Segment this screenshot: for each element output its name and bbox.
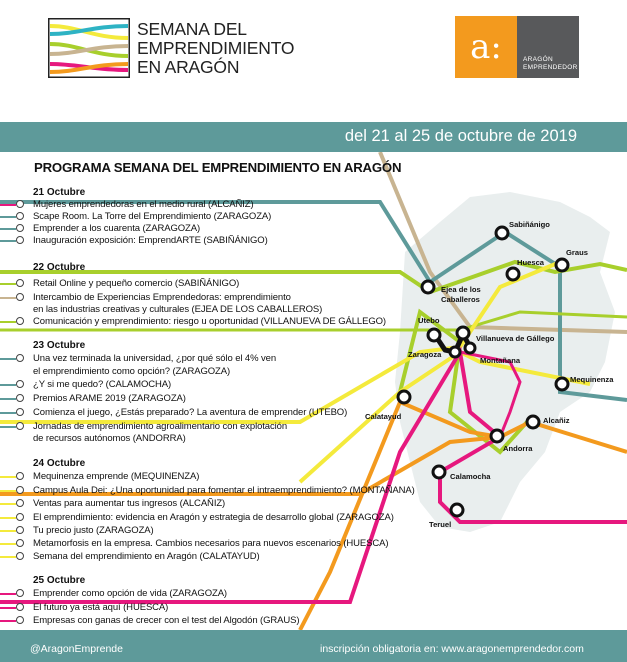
route-dash <box>0 503 16 505</box>
route-dash <box>0 384 16 386</box>
bullet-icon <box>16 317 24 325</box>
event-item[interactable]: Mequinenza emprende (MEQUINENZA) <box>33 471 200 482</box>
city-graus: Graus <box>566 248 588 257</box>
city-calamocha: Calamocha <box>450 472 491 481</box>
route-dash <box>0 297 16 299</box>
station-mequinenza[interactable] <box>556 378 568 390</box>
bullet-icon <box>16 552 24 560</box>
station-ejea[interactable] <box>422 281 434 293</box>
bullet-icon <box>16 212 24 220</box>
event-item[interactable]: Inauguración exposición: EmprendARTE (SABIÑÁNIGO) <box>33 235 268 246</box>
bullet-icon <box>16 394 24 402</box>
station-sabinanigo[interactable] <box>496 227 508 239</box>
city-teruel: Teruel <box>429 520 452 529</box>
bullet-icon <box>16 603 24 611</box>
station-zaragoza[interactable] <box>450 347 460 357</box>
event-item[interactable]: El futuro ya está aquí (HUESCA) <box>33 602 169 613</box>
city-calatayud: Calatayud <box>365 412 402 421</box>
bullet-icon <box>16 486 24 494</box>
bullet-icon <box>16 589 24 597</box>
station-andorra[interactable] <box>491 430 503 442</box>
city-andorra: Andorra <box>503 444 533 453</box>
city-huesca: Huesca <box>517 258 545 267</box>
day-title-23: 23 Octubre <box>33 340 86 351</box>
aragon-mark: a: <box>455 16 517 78</box>
station-calamocha[interactable] <box>433 466 445 478</box>
bullet-icon <box>16 408 24 416</box>
social-handle-link[interactable]: @AragonEmprende <box>30 643 123 655</box>
registration-link[interactable]: inscripción obligatoria en: www.aragonemprendedor.com <box>320 643 584 655</box>
event-item[interactable]: Emprender a los cuarenta (ZARAGOZA) <box>33 223 201 234</box>
event-item[interactable]: Metamorfosis en la empresa. Cambios necesarios para nuevos escenarios (HUESCA) <box>33 538 389 549</box>
route-dash <box>0 607 16 609</box>
event-item[interactable]: Empresas con ganas de crecer con el test del Algodón (GRAUS) <box>33 615 300 626</box>
event-item[interactable]: Campus Aula Dei: ¿Una oportunidad para fomentar el intraemprendimiento? (MONTAÑANA) <box>33 485 415 496</box>
day-title-22: 22 Octubre <box>33 262 86 273</box>
route-dash <box>0 398 16 400</box>
bullet-icon <box>16 293 24 301</box>
event-item[interactable]: ¿Y si me quedo? (CALAMOCHA) <box>33 379 172 390</box>
route-dash <box>0 358 16 360</box>
route-dash <box>0 620 16 622</box>
city-mequinenza: Mequinenza <box>570 375 614 384</box>
station-villanueva[interactable] <box>457 327 469 339</box>
route-dash <box>0 240 16 242</box>
route-dash <box>0 204 16 206</box>
city-alcaniz: Alcañiz <box>543 416 570 425</box>
event-item[interactable]: Emprender como opción de vida (ZARAGOZA) <box>33 588 227 599</box>
city-utebo: Utebo <box>418 316 440 325</box>
route-dash <box>0 476 16 478</box>
bullet-icon <box>16 224 24 232</box>
route-dash <box>0 530 16 532</box>
event-logo-text <box>137 20 294 77</box>
event-item-continued: en las industrias creativas y culturales (EJEA DE LOS CABALLEROS) <box>33 304 323 315</box>
event-item[interactable]: Comienza el juego, ¿Estás preparado? La aventura de emprender (UTEBO) <box>33 407 348 418</box>
date-range: del 21 al 25 de octubre de 2019 <box>344 127 577 145</box>
event-item[interactable]: Una vez terminada la universidad, ¿por qué sólo el 4% ven <box>33 353 277 364</box>
aragon-name-2: EMPRENDEDOR <box>523 64 578 71</box>
station-alcaniz[interactable] <box>527 416 539 428</box>
bullet-icon <box>16 513 24 521</box>
route-dash <box>0 228 16 230</box>
event-item-continued: el emprendimiento como opción? (ZARAGOZA) <box>33 366 231 377</box>
event-item[interactable]: Jornadas de emprendimiento agroalimentario con explotación <box>33 421 288 432</box>
event-item[interactable]: El emprendimiento: evidencia en Aragón y estrategia de desarrollo global (ZARAGOZA) <box>33 512 394 523</box>
city-montanana: Montañana <box>480 356 521 365</box>
logo-line-3: EN ARAGÓN <box>137 57 240 77</box>
route-dash <box>0 517 16 519</box>
bullet-icon <box>16 499 24 507</box>
bullet-icon <box>16 472 24 480</box>
event-item[interactable]: Semana del emprendimiento en Aragón (CALATAYUD) <box>33 551 260 562</box>
logo-line-1: SEMANA DEL <box>137 19 247 39</box>
bullet-icon <box>16 539 24 547</box>
logo-line-2: EMPRENDIMIENTO <box>137 38 295 58</box>
event-item[interactable]: Ventas para aumentar tus ingresos (ALCAÑIZ) <box>33 498 226 509</box>
station-huesca[interactable] <box>507 268 519 280</box>
event-item[interactable]: Retail Online y pequeño comercio (SABIÑÁNIGO) <box>33 278 240 289</box>
city-ejea-2: Caballeros <box>441 295 480 304</box>
event-item[interactable]: Scape Room. La Torre del Emprendimiento (ZARAGOZA) <box>33 211 272 222</box>
route-dash <box>0 321 16 323</box>
event-item[interactable]: Comunicación y emprendimiento: riesgo u oportunidad (VILLANUEVA DE GÁLLEGO) <box>33 316 386 327</box>
aragon-emprendedor-logo[interactable] <box>455 16 579 78</box>
event-item-continued: de recursos autónomos (ANDORRA) <box>33 433 186 444</box>
day-title-21: 21 Octubre <box>33 187 86 198</box>
bullet-icon <box>16 422 24 430</box>
station-calatayud[interactable] <box>398 391 410 403</box>
event-item[interactable]: Premios ARAME 2019 (ZARAGOZA) <box>33 393 186 404</box>
event-item[interactable]: Mujeres emprendedoras en el medio rural (ALCAÑIZ) <box>33 199 254 210</box>
city-ejea-1: Ejea de los <box>441 285 481 294</box>
route-dash <box>0 556 16 558</box>
city-villanueva: Villanueva de Gállego <box>476 334 555 343</box>
station-graus[interactable] <box>556 259 568 271</box>
bullet-icon <box>16 380 24 388</box>
station-teruel[interactable] <box>451 504 463 516</box>
route-dash <box>0 426 16 428</box>
logo-lines-icon <box>48 18 130 78</box>
station-utebo[interactable] <box>428 329 440 341</box>
event-item[interactable]: Tu precio justo (ZARAGOZA) <box>33 525 154 536</box>
bullet-icon <box>16 279 24 287</box>
program-title: PROGRAMA SEMANA DEL EMPRENDIMIENTO EN ARAGÓN <box>34 160 402 175</box>
aragon-name-1: ARAGÓN <box>523 56 553 63</box>
route-dash <box>0 283 16 285</box>
bullet-icon <box>16 616 24 624</box>
bullet-icon <box>16 526 24 534</box>
bullet-icon <box>16 236 24 244</box>
route-dash <box>0 412 16 414</box>
day-title-25: 25 Octubre <box>33 575 86 586</box>
route-dash <box>0 593 16 595</box>
route-dash <box>0 543 16 545</box>
bullet-icon <box>16 354 24 362</box>
day-title-24: 24 Octubre <box>33 458 86 469</box>
station-montanana[interactable] <box>465 343 475 353</box>
event-item[interactable]: Intercambio de Experiencias Emprendedoras: emprendimiento <box>33 292 291 303</box>
city-zaragoza: Zaragoza <box>408 350 442 359</box>
aragon-name-box <box>517 16 579 78</box>
route-dash <box>0 216 16 218</box>
city-sabinanigo: Sabiñánigo <box>509 220 550 229</box>
route-dash <box>0 490 16 492</box>
bullet-icon <box>16 200 24 208</box>
